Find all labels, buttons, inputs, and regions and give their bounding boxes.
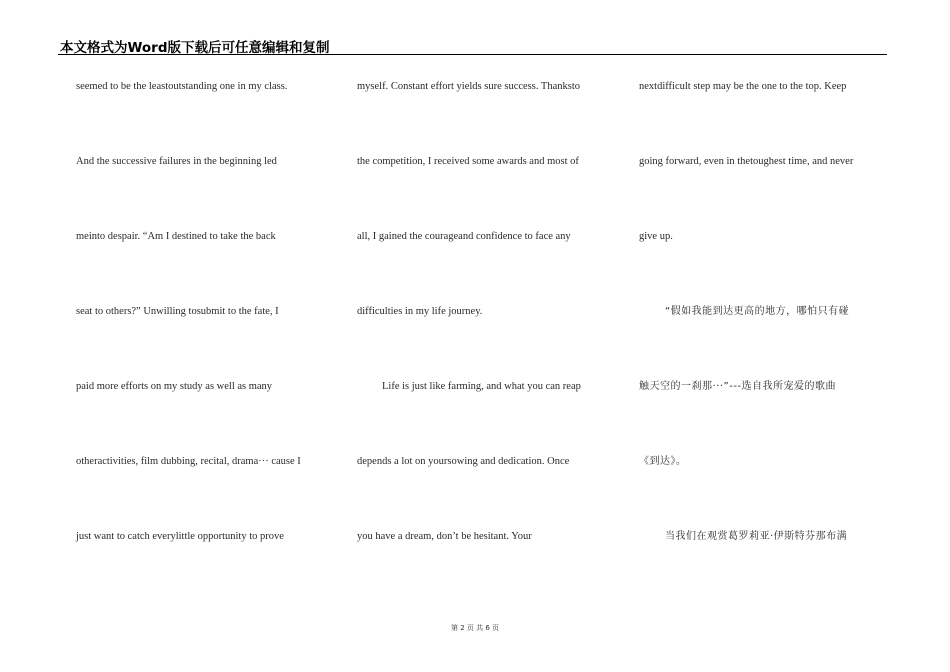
text-line: all, I gained the courageand confidence to face any (357, 231, 571, 242)
text-line: depends a lot on yoursowing and dedication. Once (357, 456, 570, 467)
text-line: meinto despair. “Am I destined to take the back (76, 231, 276, 242)
text-line: “假如我能到达更高的地方，哪怕只有碰 (665, 306, 850, 317)
text-line: paid more efforts on my study as well as many (76, 381, 273, 392)
text-line: And the successive failures in the beginning led (76, 156, 277, 167)
page-header (58, 34, 887, 55)
text-line: 当我们在观赏葛罗莉亚·伊斯特芬那布满 (665, 531, 848, 542)
text-line: Life is just like farming, and what you can reap (382, 381, 581, 392)
text-line: 《到达》。 (639, 456, 687, 467)
text-line: you have a dream, don’t be hesitant. Your (357, 531, 532, 542)
text-line: give up. (639, 231, 673, 242)
text-line: nextdifficult step may be the one to the top. Keep (639, 81, 847, 92)
text-line: myself. Constant effort yields sure success. Thanksto (357, 81, 580, 92)
text-line: seemed to be the leastoutstanding one in my class. (76, 81, 288, 92)
header-title: 本文格式为Word版下载后可任意编辑和复制 (60, 40, 330, 56)
text-line: 触天空的一刹那···”---选自我所宠爱的歌曲 (639, 381, 837, 392)
text-line: seat to others?” Unwilling tosubmit to the fate, I (76, 306, 279, 317)
text-line: just want to catch everylittle opportunity to prove (76, 531, 284, 542)
text-line: difficulties in my life journey. (357, 306, 483, 317)
text-line: going forward, even in thetoughest time, and never (639, 156, 854, 167)
text-line: otheractivities, film dubbing, recital, drama··· cause I (76, 456, 301, 467)
text-line: the competition, I received some awards and most of (357, 156, 579, 167)
page-footer: 第 2 页 共 6 页 (450, 624, 500, 632)
